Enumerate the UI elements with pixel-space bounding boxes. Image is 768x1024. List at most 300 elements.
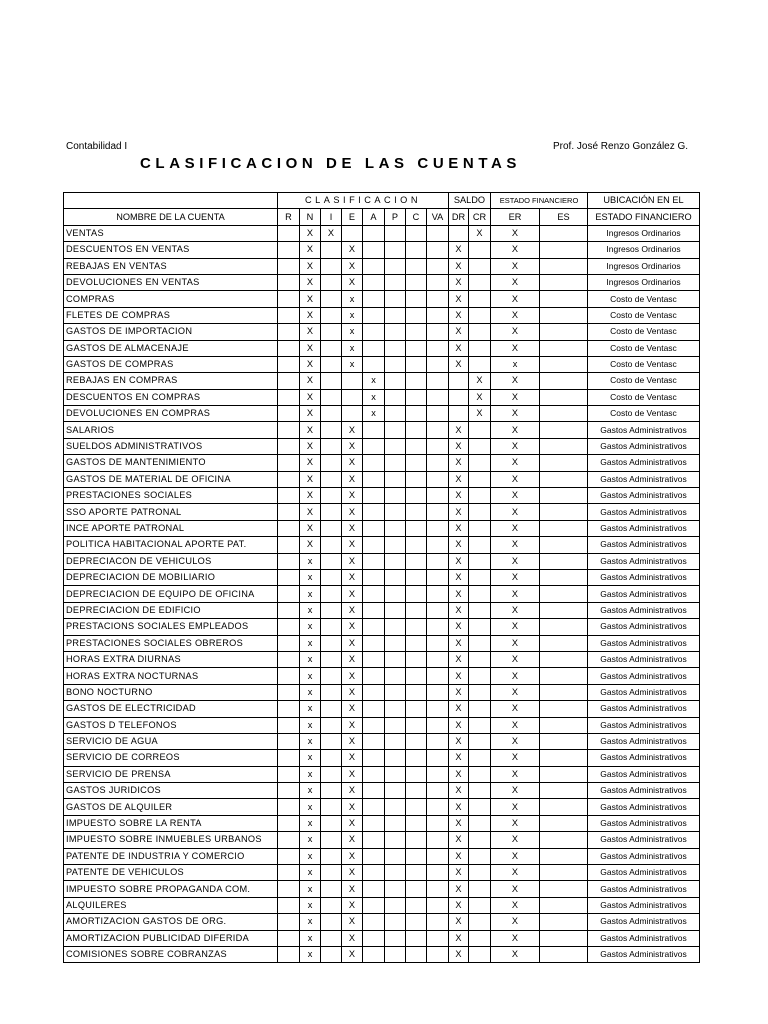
mark-cell-a	[363, 455, 385, 471]
mark-cell-cr: X	[469, 389, 491, 405]
mark-cell-cr	[469, 946, 491, 962]
mark-cell-i	[321, 897, 342, 913]
mark-cell-va	[427, 930, 449, 946]
header-ubicacion: UBICACIÓN EN EL	[588, 193, 700, 209]
mark-cell-a	[363, 865, 385, 881]
mark-cell-es	[540, 324, 588, 340]
mark-cell-r	[278, 766, 300, 782]
account-location: Costo de Ventasc	[588, 389, 700, 405]
mark-cell-er: X	[491, 406, 540, 422]
account-name: PRESTACIONES SOCIALES	[64, 488, 278, 504]
mark-cell-p	[385, 635, 406, 651]
account-location: Gastos Administrativos	[588, 520, 700, 536]
mark-cell-n: x	[300, 783, 321, 799]
mark-cell-r	[278, 930, 300, 946]
mark-cell-i	[321, 356, 342, 372]
mark-cell-r	[278, 225, 300, 241]
mark-cell-va	[427, 422, 449, 438]
mark-cell-p	[385, 504, 406, 520]
mark-cell-es	[540, 799, 588, 815]
mark-cell-p	[385, 356, 406, 372]
mark-cell-n: x	[300, 635, 321, 651]
mark-cell-cr	[469, 717, 491, 733]
header-row-2	[64, 209, 700, 225]
account-location: Gastos Administrativos	[588, 848, 700, 864]
mark-cell-i	[321, 242, 342, 258]
mark-cell-dr: X	[449, 307, 469, 323]
mark-cell-r	[278, 914, 300, 930]
mark-cell-p	[385, 389, 406, 405]
mark-cell-p	[385, 733, 406, 749]
mark-cell-p	[385, 946, 406, 962]
mark-cell-er: X	[491, 422, 540, 438]
mark-cell-va	[427, 389, 449, 405]
mark-cell-n: x	[300, 701, 321, 717]
table-row	[64, 832, 700, 848]
account-name: INCE APORTE PATRONAL	[64, 520, 278, 536]
mark-cell-dr: X	[449, 619, 469, 635]
mark-cell-r	[278, 389, 300, 405]
table-row	[64, 340, 700, 356]
mark-cell-er: X	[491, 504, 540, 520]
mark-cell-i	[321, 865, 342, 881]
mark-cell-es	[540, 569, 588, 585]
mark-cell-va	[427, 291, 449, 307]
mark-cell-es	[540, 537, 588, 553]
mark-cell-va	[427, 946, 449, 962]
col-header: VA	[427, 209, 449, 225]
mark-cell-es	[540, 701, 588, 717]
mark-cell-er: X	[491, 635, 540, 651]
mark-cell-er: X	[491, 438, 540, 454]
mark-cell-er: X	[491, 766, 540, 782]
table-row	[64, 946, 700, 962]
mark-cell-es	[540, 291, 588, 307]
table-row	[64, 520, 700, 536]
mark-cell-dr: X	[449, 701, 469, 717]
table-row	[64, 619, 700, 635]
mark-cell-c	[406, 602, 427, 618]
mark-cell-es	[540, 242, 588, 258]
table-row	[64, 930, 700, 946]
mark-cell-r	[278, 783, 300, 799]
mark-cell-r	[278, 242, 300, 258]
mark-cell-cr	[469, 307, 491, 323]
mark-cell-c	[406, 717, 427, 733]
mark-cell-dr: X	[449, 799, 469, 815]
table-row	[64, 668, 700, 684]
account-name: GASTOS DE ALQUILER	[64, 799, 278, 815]
mark-cell-cr	[469, 733, 491, 749]
mark-cell-p	[385, 242, 406, 258]
mark-cell-n: X	[300, 520, 321, 536]
mark-cell-va	[427, 569, 449, 585]
mark-cell-cr	[469, 602, 491, 618]
mark-cell-c	[406, 569, 427, 585]
mark-cell-a	[363, 258, 385, 274]
mark-cell-p	[385, 225, 406, 241]
mark-cell-va	[427, 504, 449, 520]
mark-cell-dr: X	[449, 422, 469, 438]
mark-cell-er: X	[491, 832, 540, 848]
account-name: COMISIONES SOBRE COBRANZAS	[64, 946, 278, 962]
mark-cell-er: X	[491, 569, 540, 585]
mark-cell-c	[406, 799, 427, 815]
account-name: SERVICIO DE CORREOS	[64, 750, 278, 766]
mark-cell-c	[406, 356, 427, 372]
account-location: Gastos Administrativos	[588, 586, 700, 602]
mark-cell-r	[278, 651, 300, 667]
mark-cell-va	[427, 914, 449, 930]
mark-cell-a: x	[363, 389, 385, 405]
mark-cell-c	[406, 750, 427, 766]
mark-cell-r	[278, 258, 300, 274]
mark-cell-e: X	[342, 832, 363, 848]
mark-cell-va	[427, 832, 449, 848]
mark-cell-a	[363, 701, 385, 717]
mark-cell-e: X	[342, 602, 363, 618]
mark-cell-i	[321, 455, 342, 471]
mark-cell-i	[321, 733, 342, 749]
table-row	[64, 586, 700, 602]
mark-cell-va	[427, 553, 449, 569]
account-name: PRESTACIONES SOCIALES OBREROS	[64, 635, 278, 651]
account-location: Gastos Administrativos	[588, 619, 700, 635]
mark-cell-p	[385, 930, 406, 946]
account-location: Costo de Ventasc	[588, 356, 700, 372]
mark-cell-cr	[469, 684, 491, 700]
mark-cell-i	[321, 832, 342, 848]
mark-cell-c	[406, 373, 427, 389]
professor-label: Prof. José Renzo González G.	[553, 141, 689, 152]
mark-cell-e	[342, 373, 363, 389]
account-location: Gastos Administrativos	[588, 946, 700, 962]
mark-cell-e: X	[342, 258, 363, 274]
mark-cell-e: X	[342, 504, 363, 520]
mark-cell-a	[363, 799, 385, 815]
col-header: DR	[449, 209, 469, 225]
mark-cell-p	[385, 406, 406, 422]
mark-cell-p	[385, 422, 406, 438]
mark-cell-er: X	[491, 258, 540, 274]
account-location: Gastos Administrativos	[588, 897, 700, 913]
mark-cell-va	[427, 668, 449, 684]
mark-cell-es	[540, 488, 588, 504]
header-clasificacion: CLASIFICACION	[278, 193, 449, 209]
mark-cell-er: X	[491, 619, 540, 635]
mark-cell-va	[427, 488, 449, 504]
mark-cell-dr: X	[449, 438, 469, 454]
account-name: GASTOS D TELEFONOS	[64, 717, 278, 733]
account-location: Gastos Administrativos	[588, 750, 700, 766]
account-name: IMPUESTO SOBRE LA RENTA	[64, 815, 278, 831]
mark-cell-es	[540, 717, 588, 733]
mark-cell-er: X	[491, 914, 540, 930]
mark-cell-cr	[469, 832, 491, 848]
account-location: Gastos Administrativos	[588, 832, 700, 848]
mark-cell-n: x	[300, 553, 321, 569]
account-name: SERVICIO DE AGUA	[64, 733, 278, 749]
account-location: Gastos Administrativos	[588, 438, 700, 454]
mark-cell-a	[363, 848, 385, 864]
mark-cell-cr: X	[469, 406, 491, 422]
col-header: P	[385, 209, 406, 225]
account-location: Gastos Administrativos	[588, 684, 700, 700]
mark-cell-es	[540, 438, 588, 454]
mark-cell-a	[363, 832, 385, 848]
mark-cell-cr	[469, 815, 491, 831]
course-label: Contabilidad I	[66, 141, 128, 152]
account-name: AMORTIZACION PUBLICIDAD DIFERIDA	[64, 930, 278, 946]
mark-cell-dr: X	[449, 488, 469, 504]
mark-cell-i	[321, 438, 342, 454]
mark-cell-dr: X	[449, 455, 469, 471]
table-row	[64, 274, 700, 290]
mark-cell-n: x	[300, 865, 321, 881]
mark-cell-r	[278, 946, 300, 962]
account-location: Gastos Administrativos	[588, 914, 700, 930]
mark-cell-er: x	[491, 356, 540, 372]
mark-cell-i	[321, 537, 342, 553]
mark-cell-c	[406, 733, 427, 749]
mark-cell-n: X	[300, 504, 321, 520]
account-location: Gastos Administrativos	[588, 602, 700, 618]
mark-cell-r	[278, 881, 300, 897]
mark-cell-e: X	[342, 897, 363, 913]
account-name: DEVOLUCIONES EN COMPRAS	[64, 406, 278, 422]
mark-cell-er: X	[491, 324, 540, 340]
mark-cell-es	[540, 586, 588, 602]
mark-cell-c	[406, 832, 427, 848]
mark-cell-i	[321, 848, 342, 864]
table-body	[64, 225, 700, 963]
account-location: Gastos Administrativos	[588, 553, 700, 569]
table-row	[64, 602, 700, 618]
mark-cell-c	[406, 897, 427, 913]
table-row	[64, 783, 700, 799]
mark-cell-c	[406, 324, 427, 340]
table-row	[64, 291, 700, 307]
account-location: Ingresos Ordinarios	[588, 274, 700, 290]
mark-cell-va	[427, 242, 449, 258]
mark-cell-i	[321, 291, 342, 307]
mark-cell-a	[363, 619, 385, 635]
mark-cell-r	[278, 815, 300, 831]
mark-cell-r	[278, 406, 300, 422]
mark-cell-p	[385, 881, 406, 897]
mark-cell-er: X	[491, 389, 540, 405]
mark-cell-va	[427, 258, 449, 274]
header-blank	[64, 193, 278, 209]
mark-cell-e: X	[342, 815, 363, 831]
table-row	[64, 307, 700, 323]
account-name: GASTOS DE MATERIAL DE OFICINA	[64, 471, 278, 487]
mark-cell-n: x	[300, 930, 321, 946]
mark-cell-i	[321, 684, 342, 700]
mark-cell-cr	[469, 520, 491, 536]
mark-cell-er: X	[491, 717, 540, 733]
mark-cell-r	[278, 504, 300, 520]
mark-cell-er: X	[491, 307, 540, 323]
mark-cell-n: x	[300, 733, 321, 749]
mark-cell-cr	[469, 553, 491, 569]
mark-cell-cr	[469, 291, 491, 307]
account-name: DEVOLUCIONES EN VENTAS	[64, 274, 278, 290]
table-row	[64, 684, 700, 700]
mark-cell-a	[363, 340, 385, 356]
mark-cell-e: X	[342, 619, 363, 635]
mark-cell-a	[363, 537, 385, 553]
mark-cell-er: X	[491, 602, 540, 618]
mark-cell-cr	[469, 504, 491, 520]
header-estado-financiero: ESTADO FINANCIERO	[491, 193, 588, 209]
mark-cell-a	[363, 668, 385, 684]
table-row	[64, 897, 700, 913]
mark-cell-p	[385, 832, 406, 848]
mark-cell-p	[385, 684, 406, 700]
mark-cell-c	[406, 881, 427, 897]
account-name: BONO NOCTURNO	[64, 684, 278, 700]
table-row	[64, 455, 700, 471]
account-name: AMORTIZACION GASTOS DE ORG.	[64, 914, 278, 930]
table-row	[64, 701, 700, 717]
mark-cell-n: x	[300, 914, 321, 930]
mark-cell-r	[278, 799, 300, 815]
mark-cell-cr: X	[469, 225, 491, 241]
mark-cell-cr	[469, 274, 491, 290]
mark-cell-va	[427, 717, 449, 733]
mark-cell-c	[406, 504, 427, 520]
mark-cell-cr	[469, 586, 491, 602]
mark-cell-a	[363, 504, 385, 520]
mark-cell-e	[342, 389, 363, 405]
mark-cell-r	[278, 750, 300, 766]
mark-cell-cr	[469, 471, 491, 487]
account-location: Gastos Administrativos	[588, 504, 700, 520]
mark-cell-es	[540, 684, 588, 700]
account-name: GASTOS DE MANTENIMIENTO	[64, 455, 278, 471]
mark-cell-er: X	[491, 865, 540, 881]
mark-cell-p	[385, 651, 406, 667]
mark-cell-r	[278, 537, 300, 553]
mark-cell-n: x	[300, 586, 321, 602]
mark-cell-va	[427, 471, 449, 487]
mark-cell-cr	[469, 569, 491, 585]
mark-cell-dr: X	[449, 865, 469, 881]
mark-cell-n: x	[300, 897, 321, 913]
mark-cell-e: X	[342, 520, 363, 536]
mark-cell-p	[385, 815, 406, 831]
mark-cell-a: x	[363, 406, 385, 422]
account-name: GASTOS JURIDICOS	[64, 783, 278, 799]
mark-cell-dr: X	[449, 946, 469, 962]
account-name: GASTOS DE ALMACENAJE	[64, 340, 278, 356]
account-name: PATENTE DE INDUSTRIA Y COMERCIO	[64, 848, 278, 864]
mark-cell-a	[363, 684, 385, 700]
mark-cell-er: X	[491, 471, 540, 487]
mark-cell-p	[385, 340, 406, 356]
account-location: Gastos Administrativos	[588, 569, 700, 585]
mark-cell-c	[406, 340, 427, 356]
mark-cell-n: x	[300, 602, 321, 618]
mark-cell-er: X	[491, 225, 540, 241]
account-location: Costo de Ventasc	[588, 291, 700, 307]
mark-cell-e: X	[342, 848, 363, 864]
mark-cell-c	[406, 291, 427, 307]
mark-cell-n: X	[300, 455, 321, 471]
mark-cell-e: X	[342, 783, 363, 799]
mark-cell-r	[278, 717, 300, 733]
col-header: ER	[491, 209, 540, 225]
mark-cell-i	[321, 406, 342, 422]
mark-cell-a	[363, 291, 385, 307]
mark-cell-p	[385, 307, 406, 323]
mark-cell-p	[385, 569, 406, 585]
mark-cell-r	[278, 373, 300, 389]
mark-cell-dr: X	[449, 537, 469, 553]
mark-cell-p	[385, 373, 406, 389]
account-name: COMPRAS	[64, 291, 278, 307]
mark-cell-r	[278, 586, 300, 602]
mark-cell-i	[321, 471, 342, 487]
mark-cell-n: X	[300, 406, 321, 422]
mark-cell-a	[363, 750, 385, 766]
mark-cell-i	[321, 274, 342, 290]
mark-cell-cr	[469, 668, 491, 684]
col-header: E	[342, 209, 363, 225]
table-row	[64, 242, 700, 258]
mark-cell-i	[321, 946, 342, 962]
mark-cell-dr: X	[449, 684, 469, 700]
account-name: ALQUILERES	[64, 897, 278, 913]
mark-cell-c	[406, 422, 427, 438]
mark-cell-cr	[469, 619, 491, 635]
mark-cell-er: X	[491, 373, 540, 389]
table-row	[64, 799, 700, 815]
mark-cell-i	[321, 258, 342, 274]
mark-cell-es	[540, 520, 588, 536]
mark-cell-cr	[469, 750, 491, 766]
mark-cell-er: X	[491, 701, 540, 717]
mark-cell-er: X	[491, 783, 540, 799]
account-location: Gastos Administrativos	[588, 455, 700, 471]
account-location: Costo de Ventasc	[588, 324, 700, 340]
mark-cell-e: X	[342, 635, 363, 651]
mark-cell-es	[540, 389, 588, 405]
mark-cell-er: X	[491, 881, 540, 897]
mark-cell-es	[540, 848, 588, 864]
mark-cell-p	[385, 848, 406, 864]
mark-cell-cr	[469, 783, 491, 799]
mark-cell-dr: X	[449, 750, 469, 766]
mark-cell-va	[427, 783, 449, 799]
mark-cell-cr	[469, 914, 491, 930]
mark-cell-c	[406, 307, 427, 323]
mark-cell-es	[540, 815, 588, 831]
mark-cell-dr: X	[449, 504, 469, 520]
mark-cell-e: X	[342, 881, 363, 897]
mark-cell-n: X	[300, 373, 321, 389]
mark-cell-a	[363, 881, 385, 897]
account-location: Gastos Administrativos	[588, 766, 700, 782]
mark-cell-va	[427, 406, 449, 422]
mark-cell-n: X	[300, 356, 321, 372]
mark-cell-e: X	[342, 930, 363, 946]
mark-cell-n: x	[300, 815, 321, 831]
account-location: Gastos Administrativos	[588, 815, 700, 831]
mark-cell-p	[385, 455, 406, 471]
mark-cell-e: X	[342, 422, 363, 438]
